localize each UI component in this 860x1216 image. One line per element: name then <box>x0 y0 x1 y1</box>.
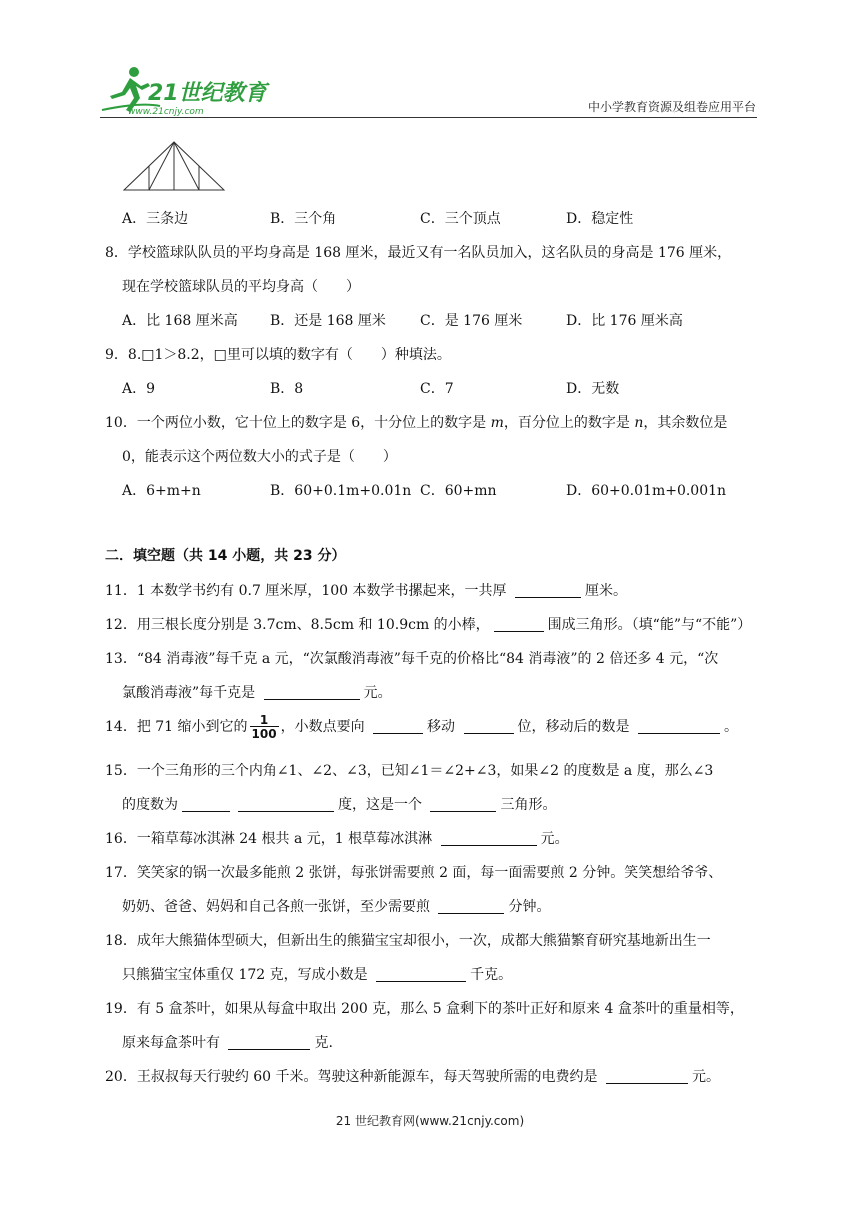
q10-text-c: ，其余数位是 <box>643 415 728 431</box>
q15-answer-blank-1[interactable] <box>182 797 230 812</box>
header <box>0 0 860 120</box>
q11-text-b: 厘米。 <box>584 583 627 599</box>
q15-line1: 15．一个三角形的三个内角∠1、∠2、∠3，已知∠1＝∠2+∠3，如果∠2 的度数是 a 度，那么∠3 <box>105 763 714 779</box>
q14-places-blank[interactable] <box>464 719 514 734</box>
q7-option-c[interactable]: C．三个顶点 <box>420 211 501 227</box>
q10-line1 <box>105 412 727 432</box>
q12-answer-blank[interactable] <box>494 617 544 632</box>
q7-option-d[interactable]: D．稳定性 <box>566 211 634 227</box>
q10-var-m: m <box>490 415 504 431</box>
q9-option-a[interactable]: A．9 <box>122 381 156 397</box>
q17-text-a: 奶奶、爸爸、妈妈和自己各煎一张饼，至少需要煎 <box>122 899 435 915</box>
q20 <box>105 1066 720 1086</box>
q12-text-b: 围成三角形。（填“能”与“不能”） <box>547 617 752 633</box>
section-2-title: 二．填空题（共 14 小题，共 23 分） <box>105 548 346 564</box>
truss-figure <box>122 140 226 192</box>
q14-text-c: 移动 <box>427 719 460 735</box>
q11-text-a: 11．1 本数学书约有 0.7 厘米厚，100 本数学书摞起来，一共厚 <box>105 583 511 599</box>
q14-text-a: 14．把 71 缩小到它的 <box>105 719 248 735</box>
platform-title: 中小学教育资源及组卷应用平台 <box>587 100 756 114</box>
q16 <box>105 828 569 848</box>
q8-option-c[interactable]: C．是 176 厘米 <box>420 313 523 329</box>
q10-line2: 0，能表示这个两位数大小的式子是（ ） <box>122 449 397 465</box>
q15-text-a: 的度数为 <box>122 797 178 813</box>
q15-answer-blank-2[interactable] <box>238 797 334 812</box>
q10-var-n: n <box>634 415 644 431</box>
q18-line2 <box>122 964 512 984</box>
logo-url: www.21cnjy.com <box>128 107 204 117</box>
q13-line1: 13．“84 消毒液”每千克 a 元，“次氯酸消毒液”每千克的价格比“84 消毒液”的 2 倍还多 4 元，“次 <box>105 651 719 667</box>
q14-result-blank[interactable] <box>638 719 720 734</box>
q16-text-b: 元。 <box>540 831 569 847</box>
q18-line1: 18．成年大熊猫体型硕大，但新出生的熊猫宝宝却很小，一次，成都大熊猫繁育研究基地新出生一 <box>105 933 711 949</box>
logo-text: 21世纪教育 <box>148 81 267 106</box>
q10-option-b[interactable]: B．60+0.1m+0.01n <box>270 483 412 499</box>
q8-line1: 8．学校篮球队队员的平均身高是 168 厘米，最近又有一名队员加入，这名队员的身高是 176 厘米， <box>105 245 732 261</box>
logo <box>100 66 270 118</box>
q16-text-a: 16．一箱草莓冰淇淋 24 根共 a 元，1 根草莓冰淇淋 <box>105 831 437 847</box>
q17-text-b: 分钟。 <box>508 899 551 915</box>
q17-line1: 17．笑笑家的锅一次最多能煎 2 张饼，每张饼需要煎 2 面，每一面需要煎 2 分钟。笑笑想给爷爷、 <box>105 865 723 881</box>
q12-text-a: 12．用三根长度分别是 3.7cm、8.5cm 和 10.9cm 的小棒， <box>105 617 490 633</box>
q13-answer-blank[interactable] <box>264 685 360 700</box>
q17-line2 <box>122 896 550 916</box>
q10-option-d[interactable]: D．60+0.01m+0.001n <box>566 483 727 499</box>
q18-text-b: 千克。 <box>470 967 513 983</box>
header-divider <box>100 117 757 118</box>
q19-text-a: 原来每盒茶叶有 <box>122 1035 225 1051</box>
q19-text-b: 克. <box>314 1035 333 1051</box>
q20-text-a: 20．王叔叔每天行驶约 60 千米。驾驶这种新能源车，每天驾驶所需的电费约是 <box>105 1069 602 1085</box>
q16-answer-blank[interactable] <box>441 831 537 846</box>
q19-line1: 19．有 5 盒茶叶，如果从每盒中取出 200 克，那么 5 盒剩下的茶叶正好和原来 4 盒茶叶的重量相等， <box>105 1001 744 1017</box>
q9-option-b[interactable]: B．8 <box>270 381 304 397</box>
q13-text-a: 氯酸消毒液”每千克是 <box>122 685 260 701</box>
q15-text-c: 三角形。 <box>500 797 557 813</box>
q19-answer-blank[interactable] <box>228 1035 310 1050</box>
q13-line2 <box>122 682 392 702</box>
q9-option-d[interactable]: D．无数 <box>566 381 620 397</box>
q14-text-d: 位，移动后的数是 <box>517 719 634 735</box>
footer: 21 世纪教育网(www.21cnjy.com) <box>335 1114 525 1128</box>
q14-fraction-numerator: 1 <box>250 714 279 727</box>
q20-answer-blank[interactable] <box>606 1069 688 1084</box>
q10-text-b: ，百分位上的数字是 <box>503 415 635 431</box>
q8-option-b[interactable]: B．还是 168 厘米 <box>270 313 386 329</box>
q13-text-b: 元。 <box>363 685 392 701</box>
q14-fraction <box>250 714 279 740</box>
q14 <box>105 714 738 740</box>
q7-option-a[interactable]: A．三条边 <box>122 211 189 227</box>
q8-line2: 现在学校篮球队员的平均身高（ ） <box>122 279 360 295</box>
q14-direction-blank[interactable] <box>373 719 423 734</box>
q10-option-c[interactable]: C．60+mn <box>420 483 497 499</box>
q19-line2 <box>122 1032 333 1052</box>
q12 <box>105 614 751 634</box>
q10-option-a[interactable]: A．6+m+n <box>122 483 201 499</box>
q14-text-b: ，小数点要向 <box>280 719 370 735</box>
q9-option-c[interactable]: C．7 <box>420 381 454 397</box>
q15-line2 <box>122 794 556 814</box>
q8-option-d[interactable]: D．比 176 厘米高 <box>566 313 683 329</box>
q18-text-a: 只熊猫宝宝体重仅 172 克，写成小数是 <box>122 967 373 983</box>
q8-option-a[interactable]: A．比 168 厘米高 <box>122 313 238 329</box>
q7-option-b[interactable]: B．三个角 <box>270 211 337 227</box>
q10-text-a: 10．一个两位小数，它十位上的数字是 6，十分位上的数字是 <box>105 415 491 431</box>
q15-text-b: 度，这是一个 <box>338 797 427 813</box>
q9-line1: 9．8.□1＞8.2，□里可以填的数字有（ ）种填法。 <box>105 347 451 363</box>
q18-answer-blank[interactable] <box>376 967 466 982</box>
q14-fraction-denominator: 100 <box>251 727 277 741</box>
q15-answer-blank-3[interactable] <box>430 797 496 812</box>
q14-text-e: 。 <box>723 719 738 735</box>
q20-text-b: 元。 <box>691 1069 720 1085</box>
q17-answer-blank[interactable] <box>438 899 504 914</box>
q11-answer-blank[interactable] <box>515 583 581 598</box>
q11 <box>105 580 627 600</box>
